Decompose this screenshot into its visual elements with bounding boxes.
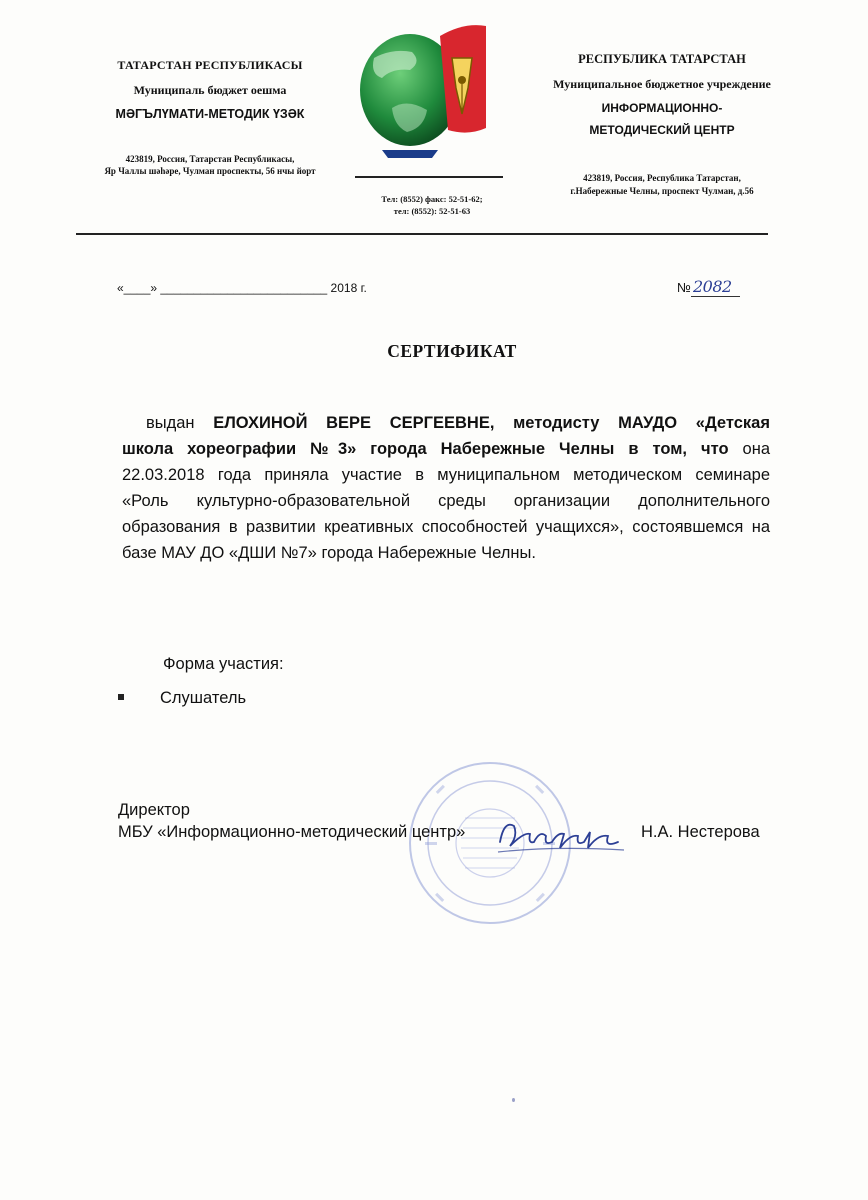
participation-label: Форма участия:	[163, 655, 284, 673]
participation-item	[118, 689, 246, 708]
document-number-value: 2082	[691, 277, 740, 297]
header-right-org-name-2: МЕТОДИЧЕСКИЙ ЦЕНТР	[589, 123, 735, 137]
header-left-republic: ТАТАРСТАН РЕСПУБЛИКАСЫ	[117, 58, 303, 72]
header-right-address	[512, 172, 812, 197]
participation-item-text: Слушатель	[160, 689, 247, 707]
body-line-2	[122, 436, 770, 462]
handwritten-signature	[494, 812, 634, 862]
header-left-address-line1: 423819, Россия, Татарстан Республикасы,	[125, 154, 295, 164]
header-right-address-line2: г.Набережные Челны, проспект Чулман, д.56	[570, 185, 754, 196]
logo-underline	[355, 176, 503, 178]
square-bullet-icon	[118, 694, 124, 700]
body-line-5: образования в развитии креативных способностей учащихся», состоявшемся на	[122, 518, 770, 536]
body-recipient-school: школа хореографии №3» города Набережные Челны в том, что	[122, 440, 729, 458]
header-right	[512, 52, 812, 197]
header-left-address-line2: Яр Чаллы шәһәре, Чулман проспекты, 56 нчы йорт	[104, 166, 316, 177]
header-right-address-line1: 423819, Россия, Республика Татарстан,	[583, 173, 741, 183]
header-left-org-type: Муниципаль бюджет оешма	[133, 83, 287, 97]
body-issued-to: выдан	[146, 414, 214, 432]
document-number-label: №	[677, 280, 691, 295]
body-she: она	[728, 440, 770, 458]
body-recipient: ЕЛОХИНОЙ ВЕРЕ СЕРГЕЕВНЕ, методисту МАУДО «Детская	[213, 414, 770, 432]
certificate-title: СЕРТИФИКАТ	[387, 341, 517, 361]
body-line-3: 22.03.2018 года приняла участие в муниципальном методическом семинаре	[122, 466, 770, 484]
header-left-address	[40, 153, 380, 177]
ink-speck	[512, 1098, 515, 1102]
header-divider	[76, 233, 768, 235]
date-line: «____» _________________________ 2018 г.	[117, 281, 367, 295]
body-line-1	[122, 410, 770, 436]
header-right-org-name-1: ИНФОРМАЦИОННО-	[601, 101, 723, 115]
certificate-body	[122, 410, 770, 566]
document-number	[677, 277, 740, 297]
header-contacts	[352, 193, 512, 218]
header-left-org-name: МӘГЪЛҮМАТИ-МЕТОДИК ҮЗӘК	[115, 107, 305, 121]
header-left	[40, 58, 380, 177]
emblem-logo	[352, 18, 502, 174]
signatory-name: Н.А. Нестерова	[641, 823, 760, 841]
body-line-4: «Роль культурно-образовательной среды организации дополнительного	[122, 492, 770, 510]
signatory-position: Директор	[118, 801, 190, 819]
header-contacts-line1: Тел: (8552) факс: 52-51-62;	[381, 194, 483, 204]
body-line-6: базе МАУ ДО «ДШИ №7» города Набережные Челны.	[122, 544, 536, 562]
header-right-org-type: Муниципальное бюджетное учреждение	[553, 77, 771, 91]
signatory-organization: МБУ «Информационно-методический центр»	[118, 823, 466, 841]
header-right-republic: РЕСПУБЛИКА ТАТАРСТАН	[578, 52, 746, 66]
header-contacts-line2: тел: (8552): 52-51-63	[393, 206, 471, 217]
